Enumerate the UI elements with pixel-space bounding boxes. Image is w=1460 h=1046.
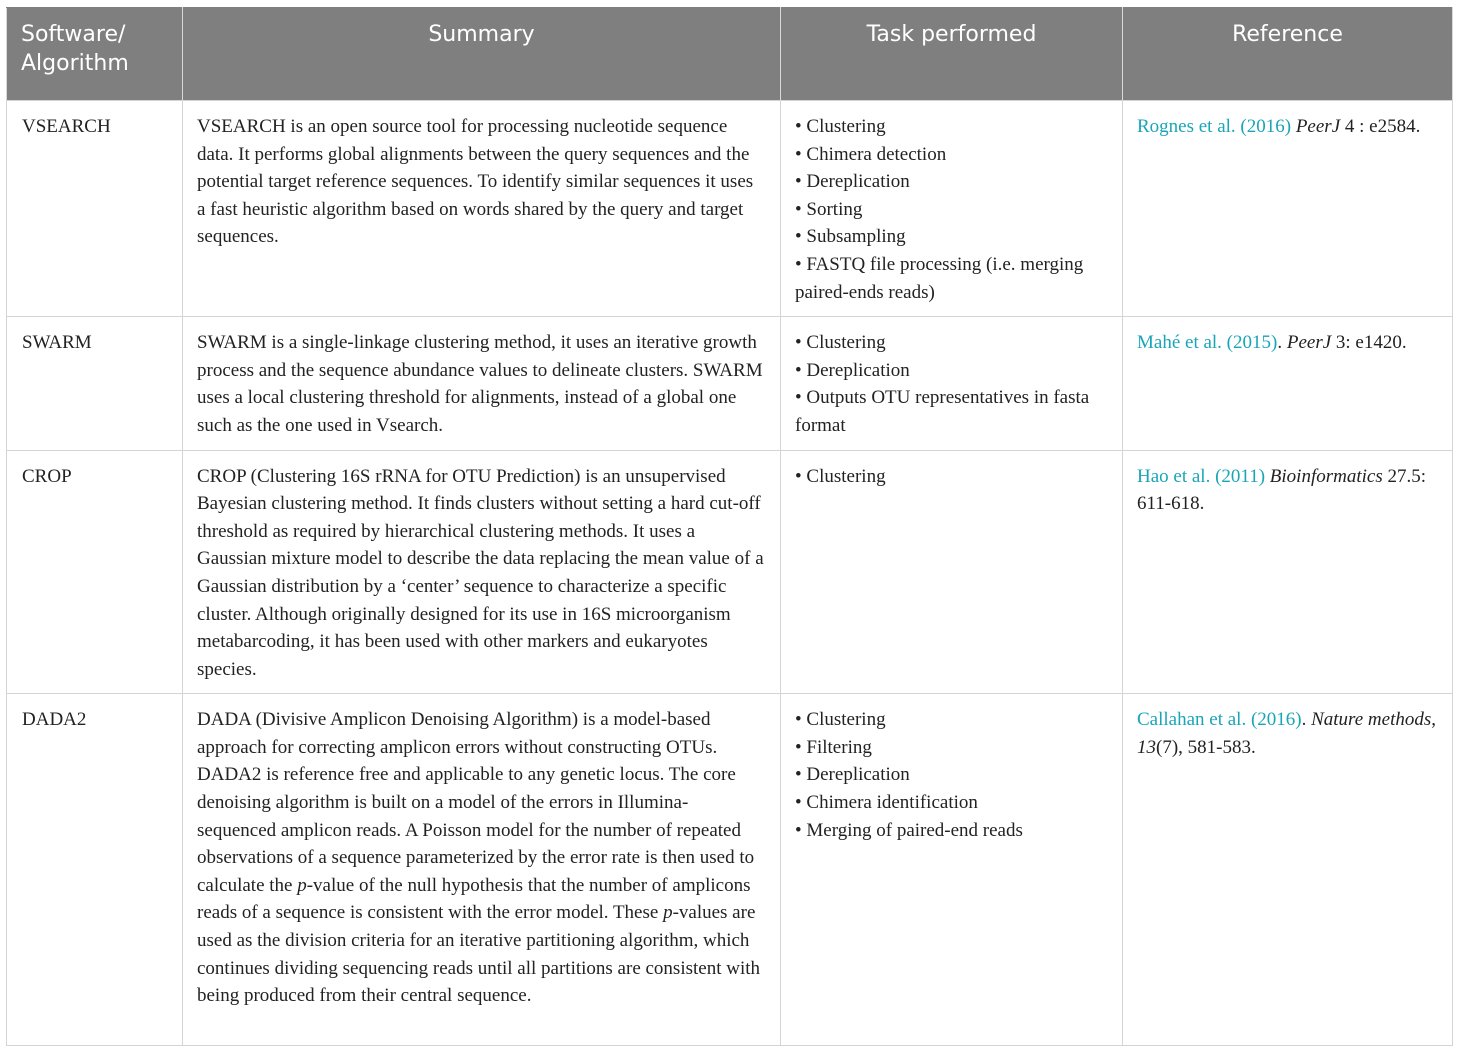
task-list xyxy=(795,706,1108,844)
journal-name: Bioinformatics xyxy=(1269,465,1383,487)
task-item: • Dereplication xyxy=(795,764,910,786)
reference-link[interactable]: Mahé et al. (2015) xyxy=(1137,332,1278,354)
reference-cell xyxy=(1123,101,1453,317)
reference-link[interactable]: Hao et al. (2011) xyxy=(1137,465,1266,487)
task-item: • Outputs OTU representatives in fasta format xyxy=(795,387,1090,436)
task-cell xyxy=(781,101,1123,317)
task-item: • Clustering xyxy=(795,709,886,731)
summary-cell: VSEARCH is an open source tool for processing nucleotide sequence data. It performs global alignments between the query sequences and the potential target reference sequences. To identify similar sequences it uses a fast heuristic algorithm based on words shared by the query and target sequences. xyxy=(183,101,781,317)
table-row xyxy=(7,694,1453,1046)
summary-text: -value of the null hypothesis that the number of amplicons reads of a sequence is consistent with the error model. These xyxy=(197,874,751,924)
reference-link[interactable]: Callahan et al. (2016) xyxy=(1137,709,1302,731)
citation-separator: , xyxy=(1431,709,1437,731)
p-symbol: p xyxy=(663,902,673,924)
software-name: CROP xyxy=(7,450,183,694)
task-item: • Clustering xyxy=(795,465,886,487)
task-item: • Sorting xyxy=(795,198,863,220)
citation-details: 4 : e2584. xyxy=(1340,116,1421,137)
table-row xyxy=(7,101,1453,317)
header-summary: Summary xyxy=(183,8,781,101)
summary-text: -values are used as the division criteria for an iterative partitioning algorithm, which continues dividing sequencing reads until all partitions are consistent with being produced from their central sequence. xyxy=(197,902,761,1007)
header-reference: Reference xyxy=(1123,8,1453,101)
p-symbol: p xyxy=(297,874,307,896)
task-item: • Dereplication xyxy=(795,359,910,381)
task-item: • Subsampling xyxy=(795,226,906,248)
journal-name: PeerJ xyxy=(1286,332,1332,354)
volume-number: 13 xyxy=(1137,736,1156,758)
task-item: • Chimera detection xyxy=(795,143,947,165)
header-row xyxy=(7,8,1453,101)
task-item: • Merging of paired-end reads xyxy=(795,819,1023,841)
software-table xyxy=(6,7,1453,1046)
task-list xyxy=(795,113,1108,306)
journal-name: PeerJ xyxy=(1295,116,1341,137)
task-cell xyxy=(781,694,1123,1046)
task-cell xyxy=(781,450,1123,694)
task-item: • Dereplication xyxy=(795,171,910,193)
citation-separator: . xyxy=(1277,332,1287,354)
reference-cell xyxy=(1123,450,1453,694)
table-row xyxy=(7,450,1453,694)
reference-cell xyxy=(1123,317,1453,450)
software-name: DADA2 xyxy=(7,694,183,1046)
reference-cell xyxy=(1123,694,1453,1046)
software-name: SWARM xyxy=(7,317,183,450)
task-item: • FASTQ file processing (i.e. merging paired-ends reads) xyxy=(795,253,1084,303)
header-software: Software/ Algorithm xyxy=(7,8,183,101)
citation-details: 27.5: 611-618. xyxy=(1137,465,1427,515)
software-name: VSEARCH xyxy=(7,101,183,317)
task-cell xyxy=(781,317,1123,450)
summary-cell: SWARM is a single-linkage clustering method, it uses an iterative growth process and the sequence abundance values to delineate clusters. SWARM uses a local clustering threshold for alignments, instead of a global one such as the one used in Vsearch. xyxy=(183,317,781,450)
citation-details: 3: e1420. xyxy=(1331,332,1407,354)
task-item: • Filtering xyxy=(795,736,872,758)
citation-details: (7), 581-583. xyxy=(1156,736,1256,758)
header-task: Task performed xyxy=(781,8,1123,101)
summary-cell: CROP (Clustering 16S rRNA for OTU Prediction) is an unsupervised Bayesian clustering method. It finds clusters without setting a hard cut-off threshold as required by hierarchical clustering methods. It uses a Gaussian mixture model to describe the data replacing the mean value of a Gaussian distribution by a ‘center’ sequence to characterize a specific cluster. Although originally designed for its use in 16S microorganism metabarcoding, it has been used with other markers and eukaryotes species. xyxy=(183,450,781,694)
summary-text: DADA (Divisive Amplicon Denoising Algorithm) is a model-based approach for correcting amplicon errors without constructing OTUs. DADA2 is reference free and applicable to any genetic locus. The core denoising algorithm is built on a model of the errors in Illumina-sequenced amplicon reads. A Poisson model for the number of repeated observations of a sequence parameterized by the error rate is then used to calculate the xyxy=(197,709,755,896)
citation-separator: . xyxy=(1301,709,1312,731)
summary-cell xyxy=(183,694,781,1046)
task-item: • Chimera identification xyxy=(795,792,978,814)
task-item: • Clustering xyxy=(795,116,886,137)
table-row xyxy=(7,317,1453,450)
task-list xyxy=(795,463,1108,491)
reference-link[interactable]: Rognes et al. (2016) xyxy=(1137,116,1292,137)
task-list xyxy=(795,329,1108,439)
task-item: • Clustering xyxy=(795,332,886,354)
journal-name: Nature methods xyxy=(1311,709,1432,731)
